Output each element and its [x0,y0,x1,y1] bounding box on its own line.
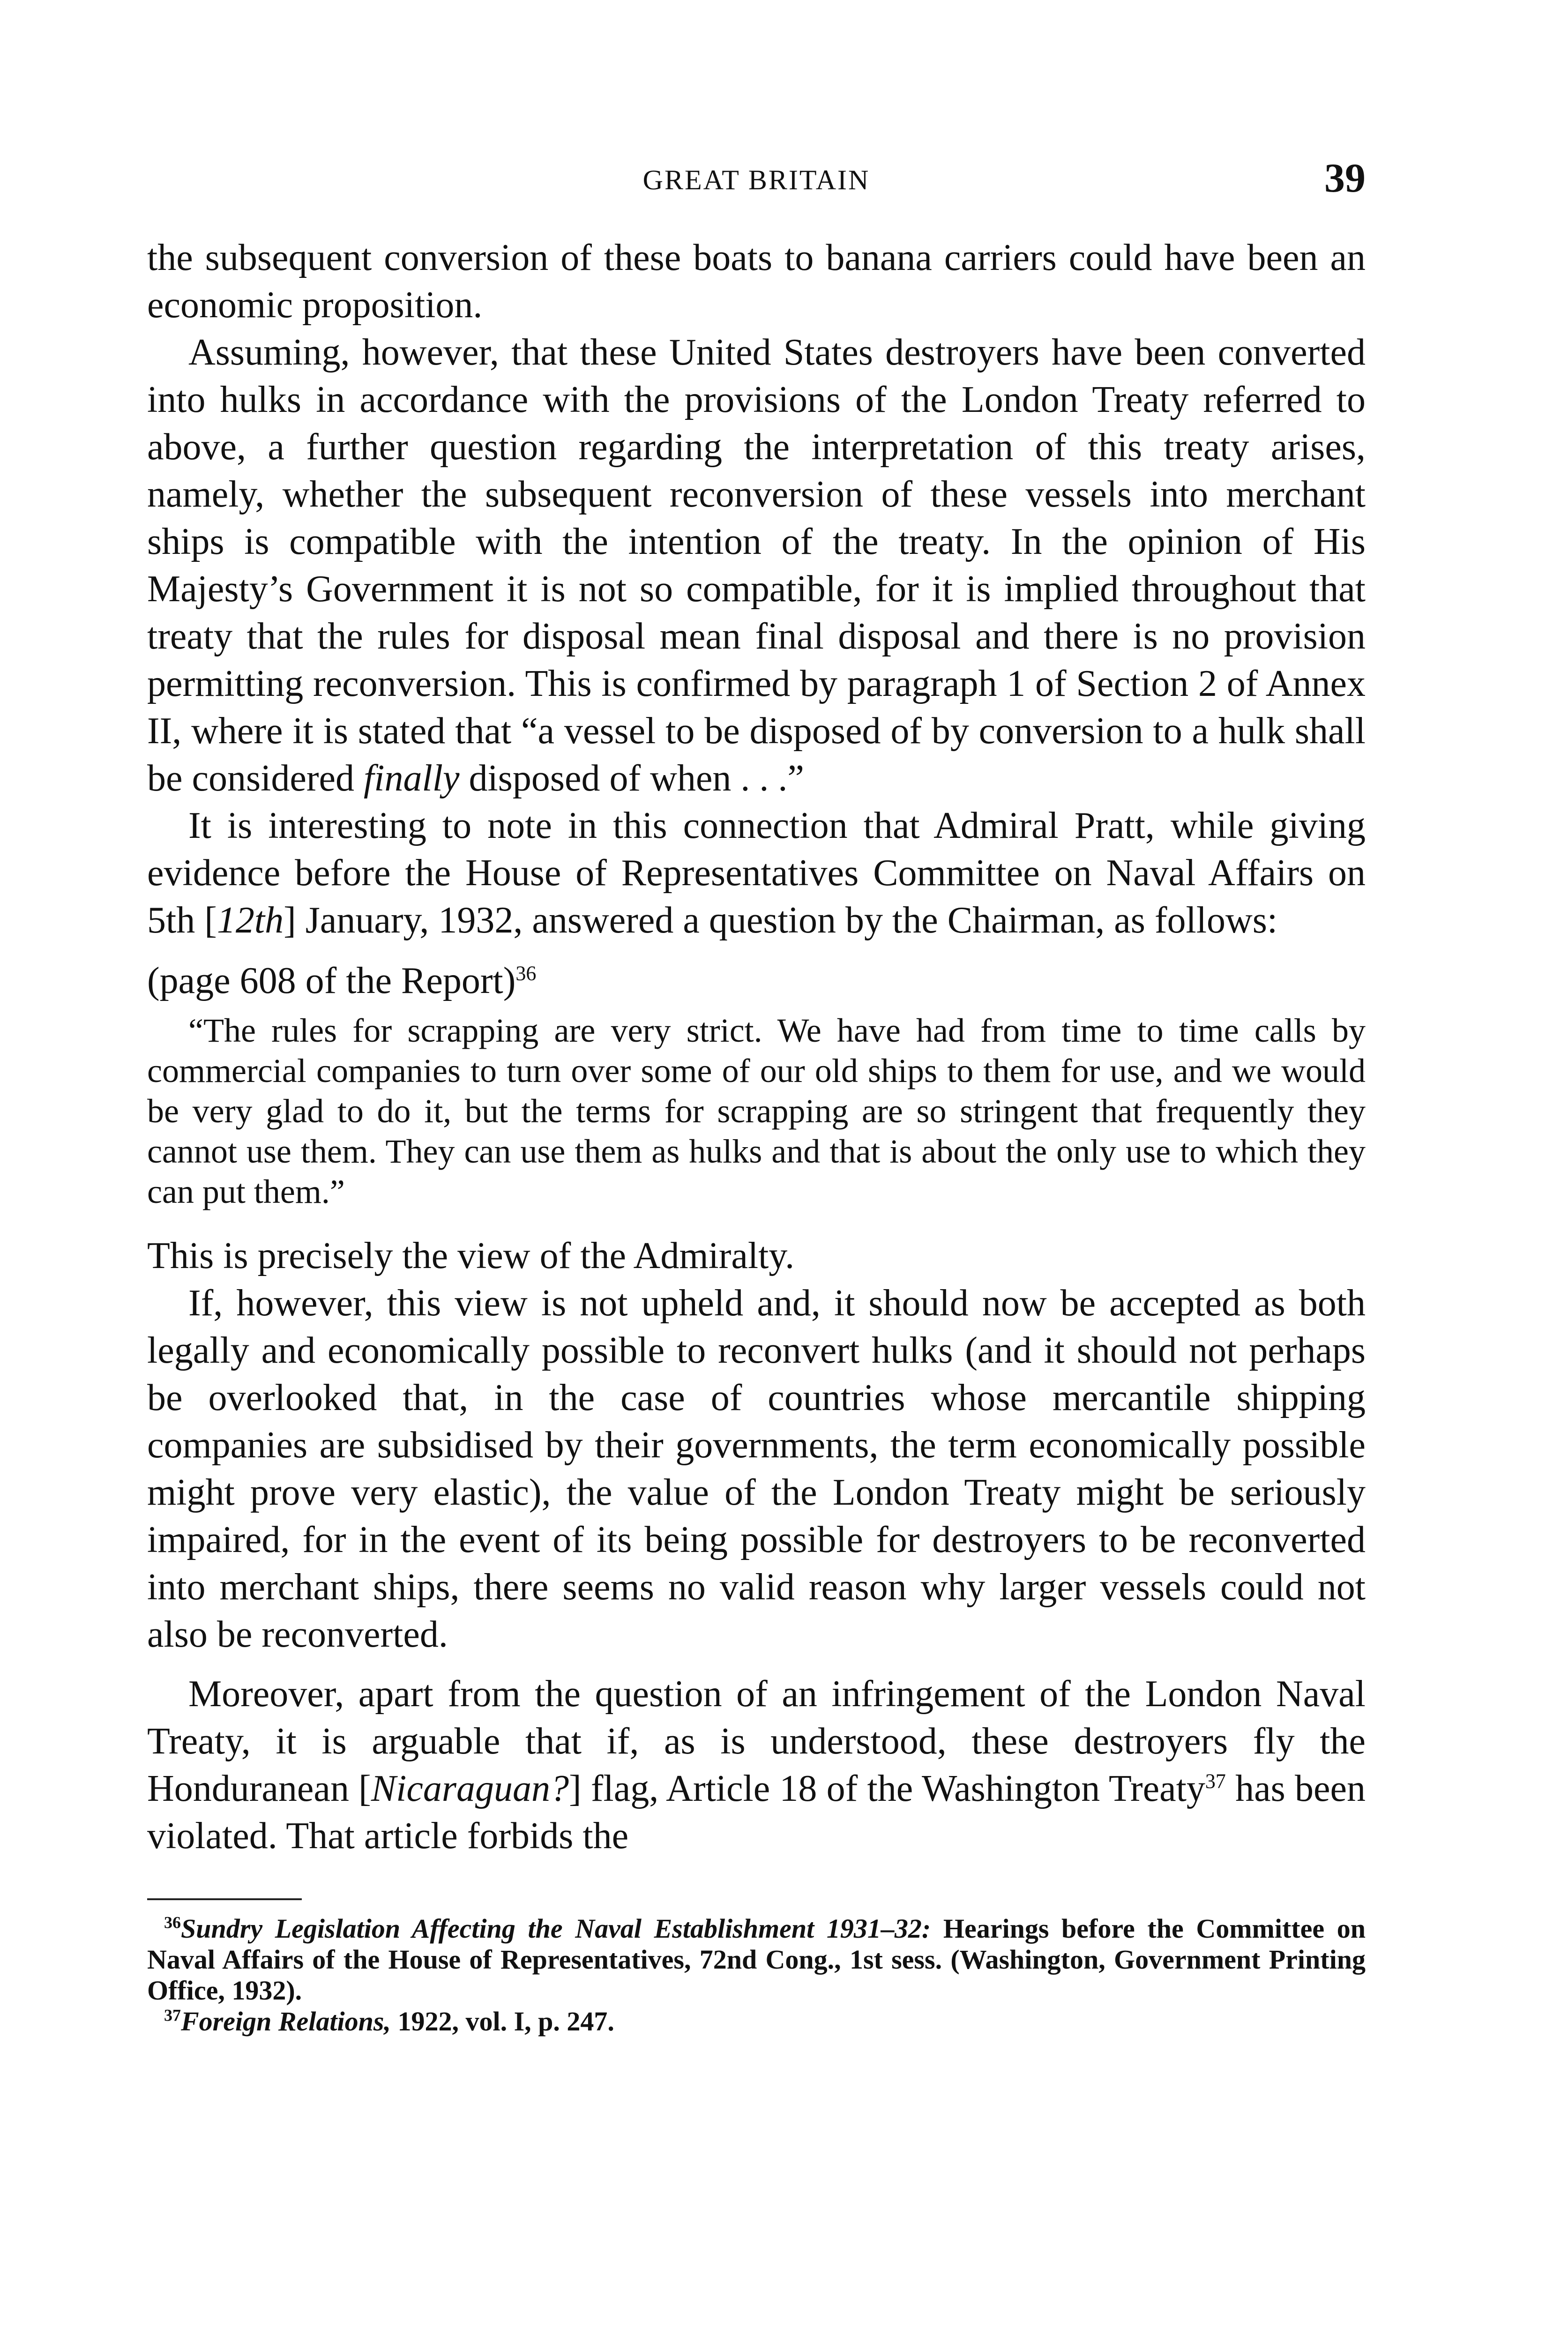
paragraph-2-end: disposed of when . . .” [459,758,804,799]
footnote-37-title: Foreign Relations, [181,2006,391,2037]
paragraph-6 [147,1671,1366,1860]
block-quote: “The rules for scrapping are very strict. We have had from time to time calls by commercial companies to turn over some of our old ships to them for use, and we would be very glad to do it, but the terms for scrapping are so stringent that frequently they cannot use them. They can use them as hulks and that is about the only use to which they can put them.” [147,1012,1366,1210]
footnote-37 [147,2006,1366,2037]
paragraph-2-text: Assuming, however, that these United States destroyers have been converted into hulks in accordance with the provisions of the London Treaty referred to above, a further question regarding the interpretation of this treaty arises, namely, whether the subsequent reconversion of these vessels into merchant ships is compatible with the intention of the treaty. In the opinion of His Majesty’s Government it is not so compatible, for it is implied throughout that treaty that the rules for disposal mean final disposal and there is no provision permitting reconversion. This is confirmed by paragraph 1 of Section 2 of Annex II, where it is stated that “a vessel to be disposed of by conversion to a hulk shall be considered [147,332,1366,799]
footnote-ref-36: 36 [515,962,537,985]
footnotes [147,1913,1366,2037]
footnote-36-mark: 36 [164,1913,181,1932]
footnote-37-mark: 37 [164,2006,181,2025]
footnote-divider [147,1898,302,1900]
footnote-36-title: Sundry Legislation Affecting the Naval Establishment 1931–32: [181,1913,931,1944]
quote-reference [147,957,1366,1005]
running-head [147,155,1366,206]
document-page [147,155,1366,2037]
paragraph-1: the subsequent conversion of these boats to banana carriers could have been an economic proposition. [147,237,1366,326]
body-text [147,234,1366,1860]
paragraph-4: This is precisely the view of the Admiralty. [147,1235,795,1276]
paragraph-6-mid: ] flag, Article 18 of the Washington Treaty [569,1768,1205,1809]
page-number: 39 [1324,156,1366,201]
footnote-37-text: 1922, vol. I, p. 247. [390,2006,614,2037]
footnote-36-text: Hearings before the Committee on Naval Affairs of the House of Representatives, 72nd Cong., 1st sess. (Washington, Government Printing Office, 1932). [147,1913,1366,2006]
paragraph-6-end: has been violated. That article forbids the [147,1768,1366,1857]
paragraph-2 [147,329,1366,802]
paragraph-2-italic: finally [364,758,460,799]
paragraph-3-italic: 12th [217,900,284,941]
footnote-ref-37: 37 [1205,1769,1226,1793]
paragraph-5: If, however, this view is not upheld and, it should now be accepted as both legally and economically possible to reconvert hulks (and it should not perhaps be overlooked that, in the case of countries whose mercantile shipping companies are subsidised by their governments, the term economically possible might prove very elastic), the value of the London Treaty might be seriously impaired, for in the event of its being possible for destroyers to be reconverted into merchant ships, there seems no valid reason why larger vessels could not also be reconverted. [147,1283,1366,1655]
footnote-36 [147,1913,1366,2006]
paragraph-6-italic: Nicaraguan? [371,1768,569,1809]
paragraph-6-text: Moreover, apart from the question of an infringement of the London Naval Treaty, it is arguable that if, as is understood, these destroyers fly the Honduranean [ [147,1673,1366,1809]
quote-reference-text: (page 608 of the Report) [147,960,516,1001]
paragraph-3-end: ] January, 1932, answered a question by the Chairman, as follows: [284,900,1278,941]
running-title: GREAT BRITAIN [642,164,870,195]
paragraph-3-text: It is interesting to note in this connection that Admiral Pratt, while giving evidence before the House of Representatives Committee on Naval Affairs on 5th [ [147,805,1366,941]
paragraph-3 [147,802,1366,944]
